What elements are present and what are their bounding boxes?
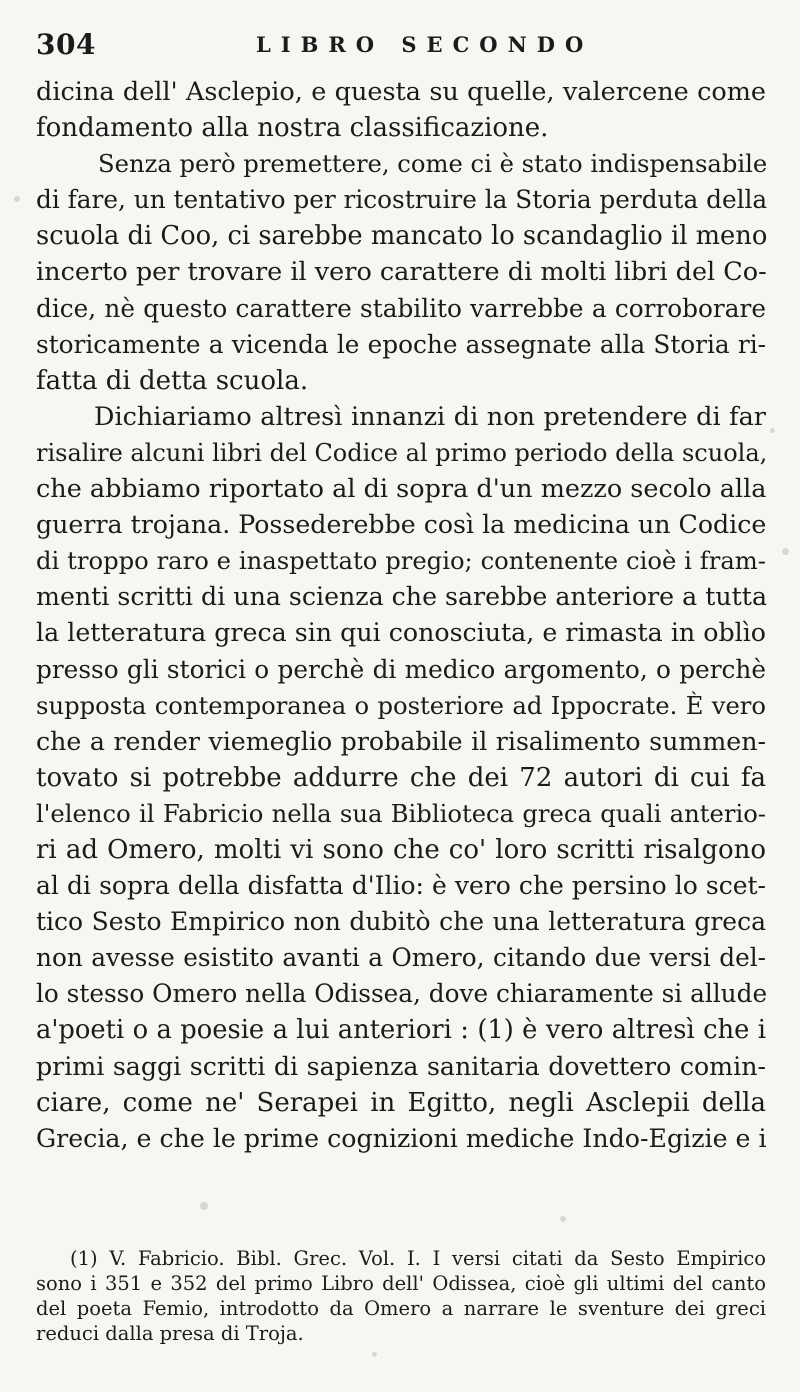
text-line: di troppo raro e inaspettato pregio; contenente cioè i fram- xyxy=(36,546,766,576)
text-line: non avesse esistito avanti a Omero, citando due versi del- xyxy=(36,943,766,973)
paper-speck xyxy=(14,196,20,202)
text-line: che a render viemeglio probabile il risalimento summen- xyxy=(36,726,766,756)
footnote-line: sono i 351 e 352 del primo Libro dell' Odissea, cioè gli ultimi del canto xyxy=(36,1272,766,1295)
text-line: supposta contemporanea o posteriore ad Ippocrate. È vero xyxy=(36,690,766,720)
running-head: LIBRO SECONDO xyxy=(256,32,594,57)
text-line: l'elenco il Fabricio nella sua Biblioteca greca quali anterio- xyxy=(36,798,766,828)
footnote-line: reduci dalla presa di Troja. xyxy=(36,1322,304,1345)
paper-speck xyxy=(200,1202,208,1210)
text-line: dicina dell' Asclepio, e questa su quelle, valercene come xyxy=(36,77,766,107)
text-line: primi saggi scritti di sapienza sanitaria dovettero comin- xyxy=(36,1051,766,1081)
text-line: risalire alcuni libri del Codice al primo periodo della scuola, xyxy=(36,438,768,467)
text-line: incerto per trovare il vero carattere di molti libri del Co- xyxy=(36,257,767,288)
text-line: al di sopra della disfatta d'Ilio: è vero che persino lo scet- xyxy=(36,871,766,901)
text-line: ri ad Omero, molti vi sono che co' loro scritti risalgono xyxy=(36,834,766,865)
text-line: presso gli storici o perchè di medico argomento, o perchè xyxy=(36,654,766,684)
text-line: la letteratura greca sin qui conosciuta, e rimasta in oblìo xyxy=(36,618,766,648)
text-line: Senza però premettere, come ci è stato indispensabile xyxy=(98,149,768,179)
text-line: scuola di Coo, ci sarebbe mancato lo scandaglio il meno xyxy=(36,221,768,252)
text-line: fatta di detta scuola. xyxy=(36,365,309,396)
text-line: menti scritti di una scienza che sarebbe anteriore a tutta xyxy=(36,582,767,612)
text-line: Grecia, e che le prime cognizioni mediche Indo-Egizie e i xyxy=(36,1123,767,1153)
text-line: a'poeti o a poesie a lui anteriori : (1) è vero altresì che i xyxy=(36,1015,766,1046)
page-header xyxy=(36,28,766,68)
page-number: 304 xyxy=(36,28,96,61)
text-line: dice, nè questo carattere stabilito varrebbe a corroborare xyxy=(36,293,766,323)
footnotes xyxy=(36,1246,766,1346)
text-line: lo stesso Omero nella Odissea, dove chiaramente si allude xyxy=(36,979,768,1009)
body-text xyxy=(36,74,766,1157)
text-line: ciare, come ne' Serapei in Egitto, negli Asclepii della xyxy=(36,1087,766,1118)
footnote-line: (1) V. Fabricio. Bibl. Grec. Vol. I. I versi citati da Sesto Empirico xyxy=(70,1247,766,1270)
text-line: che abbiamo riportato al di sopra d'un mezzo secolo alla xyxy=(36,474,767,505)
footnote-line: del poeta Femio, introdotto da Omero a narrare le sventure dei greci xyxy=(36,1297,766,1320)
paper-speck xyxy=(782,548,789,555)
paper-speck xyxy=(560,1216,566,1222)
text-line: tovato si potrebbe addurre che dei 72 autori di cui fa xyxy=(36,762,766,793)
text-line: Dichiariamo altresì innanzi di non pretendere di far xyxy=(94,401,766,432)
text-line: tico Sesto Empirico non dubitò che una letteratura greca xyxy=(36,907,766,937)
text-line: storicamente a vicenda le epoche assegnate alla Storia ri- xyxy=(36,329,766,359)
paper-speck xyxy=(372,1352,377,1357)
text-line: fondamento alla nostra classificazione. xyxy=(36,113,549,144)
text-line: di fare, un tentativo per ricostruire la Storia perduta della xyxy=(36,185,768,215)
text-line: guerra trojana. Possederebbe così la medicina un Codice xyxy=(36,510,767,540)
paper-speck xyxy=(770,428,775,433)
